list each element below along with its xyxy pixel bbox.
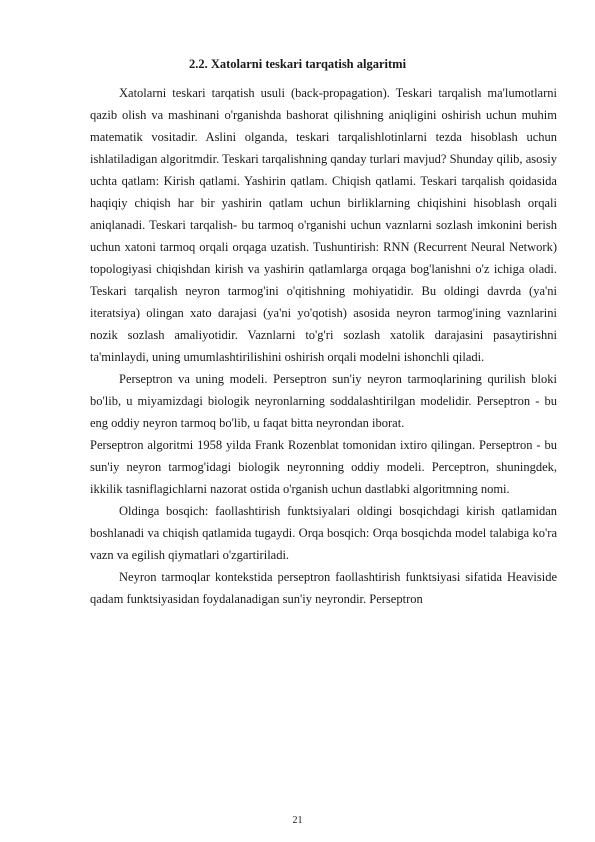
- section-title: 2.2. Xatolarni teskari tarqatish algaritmi: [188, 57, 407, 71]
- paragraph-forward-backward: Oldinga bosqich: faollashtirish funktsiyalari oldingi bosqichdagi kirish qatlamidan boshlanadi va chiqish qatlamida tugaydi. Orqa bosqich: Orqa bosqichda model talabiga ko'ra vazn va egilish qiymatlari o'zgartiriladi.: [90, 504, 557, 562]
- page-number: 21: [292, 815, 303, 826]
- paragraph-backpropagation: Xatolarni teskari tarqatish usuli (back-propagation). Teskari tarqalish ma'lumotlarni qazib olish va mashinani o'rganishda bashorat qilishning aniqligini oshirish uchun muhim matematik vositadir. Aslini olganda, teskari tarqalishlotinlarni tezda hisoblash uchun ishlatiladigan algoritmdir. Teskari tarqalishning qanday turlari mavjud? Shunday qilib, asosiy uchta qatlam: Kirish qatlami. Yashirin qatlam. Chiqish qatlami. Teskari tarqalish qoidasida haqiqiy chiqish har bir yashirin qatlam uchun birliklarning chiqishini hisoblash orqali aniqlanadi. Teskari tarqalish- bu tarmoq o'rganishi uchun vaznlarni sozlash imkonini berish uchun xatoni tarmoq orqali orqaga uzatish. Tushuntirish: RNN (Recurrent Neural Network) topologiyasi chiqishdan kirish va yashirin qatlamlarga orqaga bog'lanishni o'z ichiga oladi. Teskari tarqalish neyron tarmog'ini o'qitishning mohiyatidir. Bu oldingi davrda (ya'ni iteratsiya) olingan xato darajasi (ya'ni yo'qotish) asosida neyron tarmog'ining vaznlarini nozik sozlash amaliyotidir. Vaznlarni to'g'ri sozlash xatolik darajasini pasaytirishni ta'minlaydi, uning umumlashtirilishini oshirish orqali modelni ishonchli qiladi.: [90, 86, 557, 364]
- paragraph-heaviside: Neyron tarmoqlar kontekstida perseptron faollashtirish funktsiyasi sifatida Heaviside qadam funktsiyasidan foydalanadigan sun'iy neyrondir. Perseptron: [90, 570, 557, 606]
- document-body: [90, 82, 557, 610]
- paragraph-perceptron-model: Perseptron va uning modeli. Perseptron sun'iy neyron tarmoqlarining qurilish bloki bo'lib, u miyamizdagi biologik neyronlarning soddalashtirilgan modelidir. Perseptron - bu eng oddiy neyron tarmoq bo'lib, u faqat bitta neyrondan iborat.: [90, 372, 557, 430]
- paragraph-perceptron-history: Perseptron algoritmi 1958 yilda Frank Rozenblat tomonidan ixtiro qilingan. Perseptron - bu sun'iy neyron tarmog'idagi biologik neyronning oddiy modeli. Perceptron, shuningdek, ikkilik tasniflagichlarni nazorat ostida o'rganish uchun dastlabki algoritmning nomi.: [90, 438, 557, 496]
